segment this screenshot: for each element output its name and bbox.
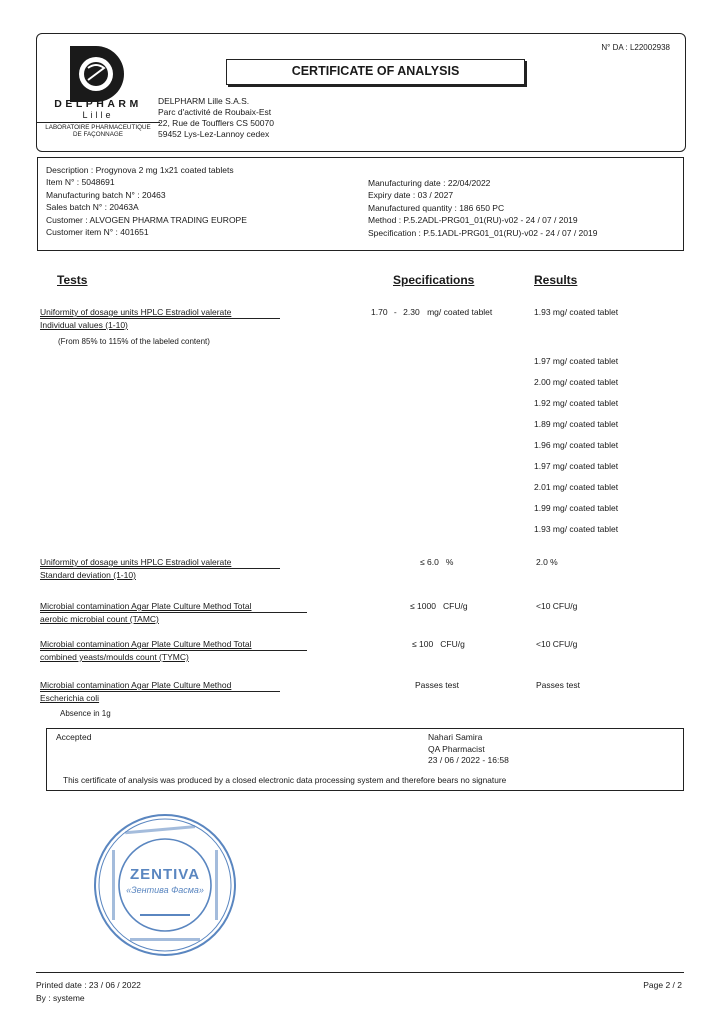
address-line-4: 59452 Lys-Lez-Lannoy cedex bbox=[158, 129, 270, 139]
address-line-1: DELPHARM Lille S.A.S. bbox=[158, 96, 250, 106]
specification: Specification : P.5.1ADL-PRG01_01(RU)-v02 - 24 / 07 / 2019 bbox=[368, 227, 598, 238]
test3-result: <10 CFU/g bbox=[536, 601, 578, 611]
manufactured-quantity: Manufactured quantity : 186 650 PC bbox=[368, 202, 505, 213]
test3-name-line2: aerobic microbial count (TAMC) bbox=[40, 614, 159, 624]
address-line-2: Parc d'activité de Roubaix-Est bbox=[158, 107, 272, 117]
test3-name-line1: Microbial contamination Agar Plate Culture Method Total bbox=[40, 601, 307, 613]
test5-name-line1: Microbial contamination Agar Plate Culture Method bbox=[40, 680, 280, 692]
test1-spec-high: 2.30 bbox=[403, 307, 420, 317]
column-header-specifications: Specifications bbox=[393, 273, 475, 287]
test1-result-6: 1.96 mg/ coated tablet bbox=[534, 440, 619, 450]
printed-by: By : systeme bbox=[36, 993, 85, 1003]
address-line-3: 22, Rue de Toufflers CS 50070 bbox=[158, 118, 274, 128]
zentiva-stamp bbox=[90, 810, 240, 960]
manufacturing-batch: Manufacturing batch N° : 20463 bbox=[46, 189, 166, 200]
electronic-statement: This certificate of analysis was produced by a closed electronic data processing system and therefore bears no signature bbox=[63, 775, 507, 785]
customer: Customer : ALVOGEN PHARMA TRADING EUROPE bbox=[46, 214, 247, 225]
logo-subtitle-2: DE FAÇONNAGE bbox=[72, 131, 124, 138]
approval-datetime: 23 / 06 / 2022 - 16:58 bbox=[428, 755, 509, 765]
test5-result: Passes test bbox=[536, 680, 580, 690]
test5-name-line2: Escherichia coli bbox=[40, 693, 100, 703]
test1-result-10: 1.93 mg/ coated tablet bbox=[534, 524, 619, 534]
test1-result-4: 1.92 mg/ coated tablet bbox=[534, 398, 619, 408]
delpharm-logo bbox=[44, 40, 152, 148]
test4-result: <10 CFU/g bbox=[536, 639, 578, 649]
printed-date: Printed date : 23 / 06 / 2022 bbox=[36, 980, 141, 990]
test1-name-line1: Uniformity of dosage units HPLC Estradiol valerate bbox=[40, 307, 280, 319]
manufacturing-date: Manufacturing date : 22/04/2022 bbox=[368, 178, 491, 188]
logo-city: Lille bbox=[82, 110, 114, 120]
column-header-results: Results bbox=[534, 273, 578, 287]
customer-item-number: Customer item N° : 401651 bbox=[46, 227, 149, 238]
test4-spec: ≤ 100 CFU/g bbox=[412, 639, 465, 649]
approver-name: Nahari Samira bbox=[428, 732, 483, 742]
test1-result-9: 1.99 mg/ coated tablet bbox=[534, 503, 619, 513]
test4-name-line2: combined yeasts/moulds count (TYMC) bbox=[40, 652, 189, 662]
certificate-title: CERTIFICATE OF ANALYSIS bbox=[291, 64, 460, 78]
company-address bbox=[158, 96, 274, 140]
test1-spec-separator: - bbox=[393, 307, 397, 317]
item-number: Item N° : 5048691 bbox=[46, 177, 115, 188]
test1-name-line2: Individual values (1-10) bbox=[40, 320, 128, 330]
sales-batch: Sales batch N° : 20463A bbox=[46, 202, 139, 213]
test1-result-1: 1.93 mg/ coated tablet bbox=[534, 307, 619, 317]
test1-result-2: 1.97 mg/ coated tablet bbox=[534, 356, 619, 366]
description: Description : Progynova 2 mg 1x21 coated tablets bbox=[46, 165, 234, 175]
approver-role: QA Pharmacist bbox=[428, 743, 485, 754]
approval-status: Accepted bbox=[56, 732, 92, 742]
test1-result-8: 2.01 mg/ coated tablet bbox=[534, 482, 619, 492]
test5-note: Absence in 1g bbox=[60, 709, 111, 718]
test3-spec: ≤ 1000 CFU/g bbox=[410, 601, 468, 611]
test5-spec: Passes test bbox=[415, 680, 459, 690]
document-number: N° DA : L22002938 bbox=[601, 43, 670, 52]
test1-note: (From 85% to 115% of the labeled content) bbox=[58, 337, 210, 346]
test2-name-line2: Standard deviation (1-10) bbox=[40, 570, 136, 580]
stamp-subtitle: «Зентива Фасма» bbox=[126, 885, 204, 895]
test1-result-5: 1.89 mg/ coated tablet bbox=[534, 419, 619, 429]
page-number: Page 2 / 2 bbox=[643, 980, 682, 990]
expiry-date: Expiry date : 03 / 2027 bbox=[368, 190, 454, 201]
logo-subtitle-1: LABORATOIRE PHARMACEUTIQUE bbox=[36, 122, 160, 131]
stamp-brand: ZENTIVA bbox=[129, 866, 201, 883]
logo-brand: DELPHARM bbox=[54, 98, 142, 110]
footer-rule bbox=[36, 972, 684, 973]
test1-spec bbox=[371, 307, 492, 318]
test1-spec-unit: mg/ coated tablet bbox=[427, 307, 493, 317]
test1-result-3: 2.00 mg/ coated tablet bbox=[534, 377, 619, 387]
test4-name-line1: Microbial contamination Agar Plate Culture Method Total bbox=[40, 639, 307, 651]
approver-block bbox=[428, 732, 509, 767]
product-info-left bbox=[46, 164, 247, 238]
test1-spec-low: 1.70 bbox=[371, 307, 388, 317]
method: Method : P.5.2ADL-PRG01_01(RU)-v02 - 24 / 07 / 2019 bbox=[368, 215, 578, 226]
test1-result-7: 1.97 mg/ coated tablet bbox=[534, 461, 619, 471]
test2-spec: ≤ 6.0 % bbox=[420, 557, 454, 567]
product-info-right bbox=[368, 177, 597, 239]
test2-name-line1: Uniformity of dosage units HPLC Estradiol valerate bbox=[40, 557, 280, 569]
test2-result: 2.0 % bbox=[536, 557, 558, 567]
column-header-tests: Tests bbox=[57, 273, 88, 287]
